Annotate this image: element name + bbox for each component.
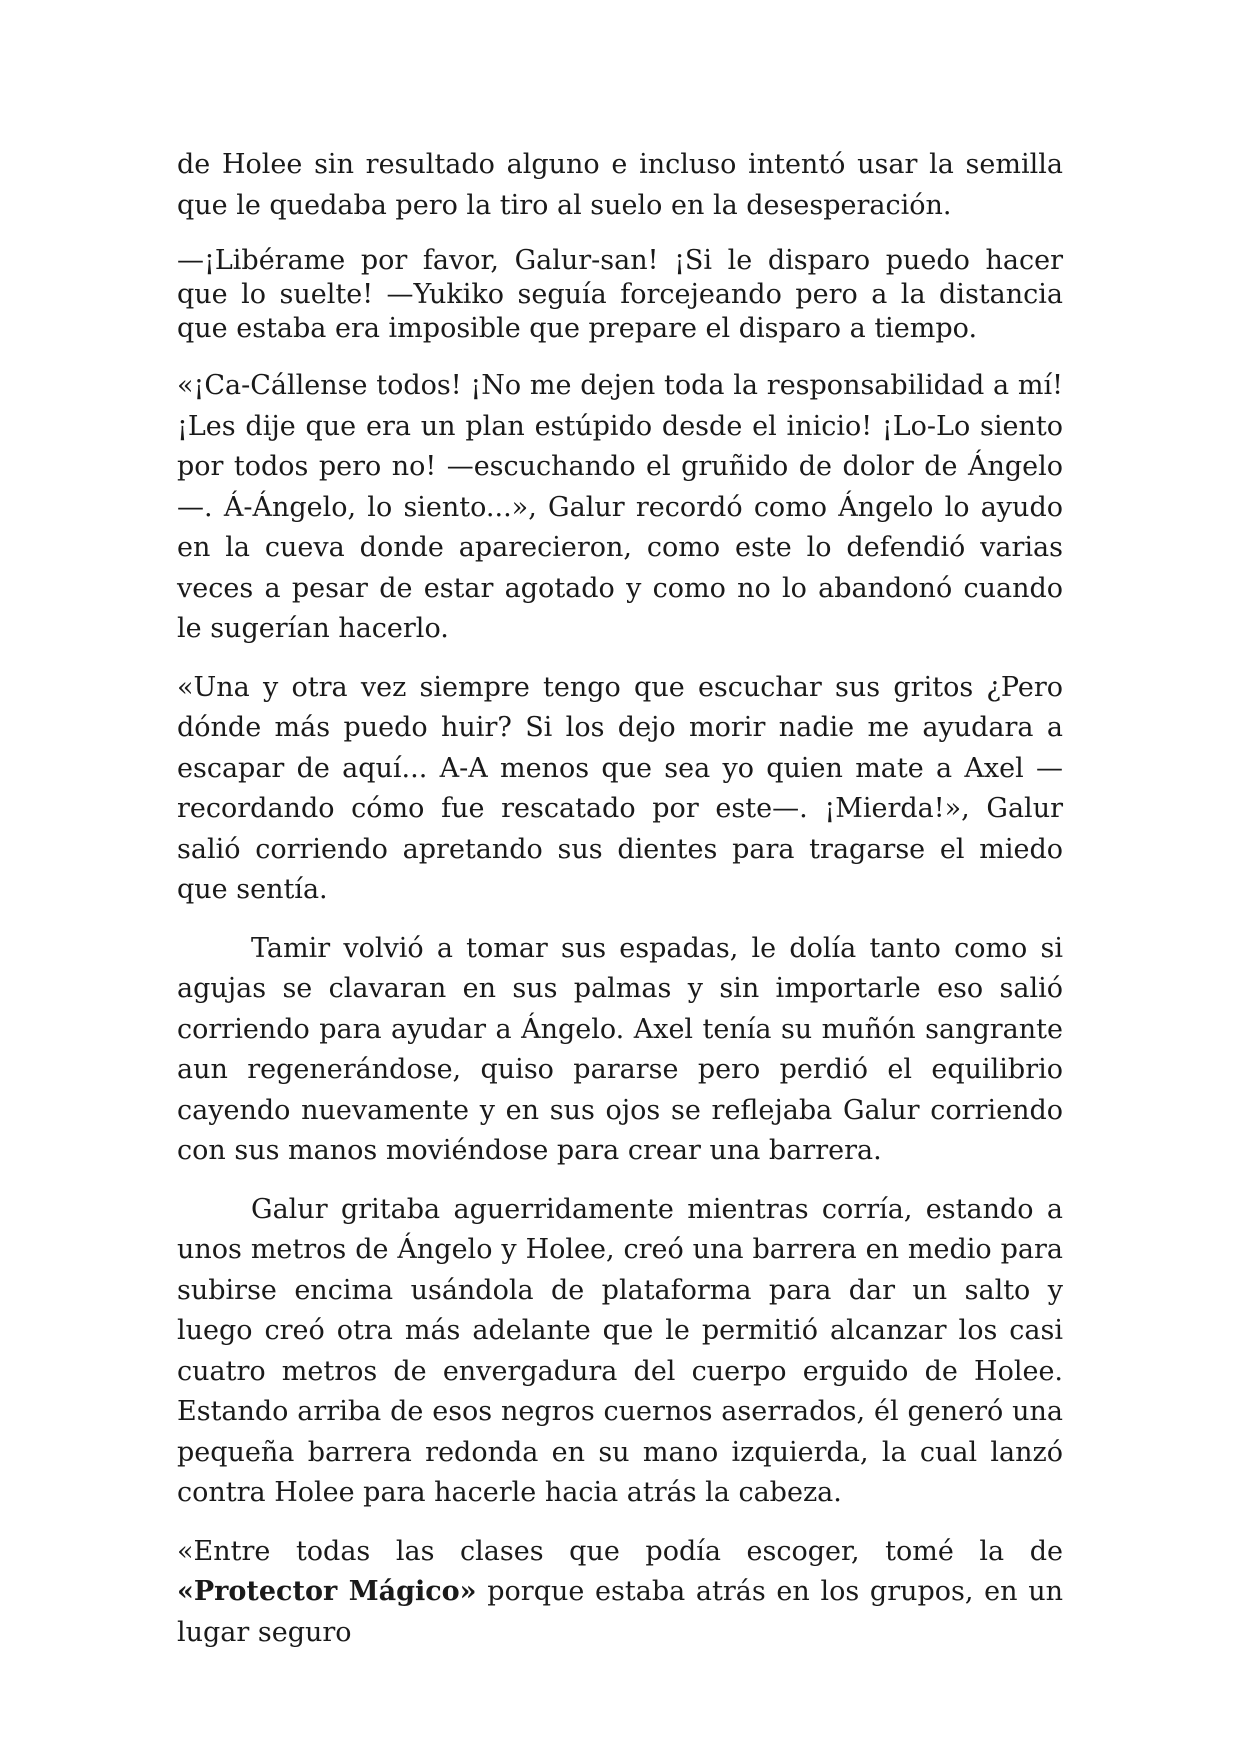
class-name-bold: «Protector Mágico» bbox=[177, 1576, 477, 1607]
paragraph-7-text-end: porque estaba atrás en los grupos, en un lugar seguro bbox=[177, 1576, 1063, 1648]
document-page bbox=[177, 145, 1063, 1671]
paragraph-6: Galur gritaba aguerridamente mientras corría, estando a unos metros de Ángelo y Holee, creó una barrera en medio para subirse encima usándola de plataforma para dar un salto y luego creó otra más adelante que le permitió alcanzar los casi cuatro metros de envergadura del cuerpo erguido de Holee. Estando arriba de esos negros cuernos aserrados, él generó una pequeña barrera redonda en su mano izquierda, la cual lanzó contra Holee para hacerle hacia atrás la cabeza. bbox=[177, 1193, 1063, 1508]
paragraph-7-text-start: «Entre todas las clases que podía escoger, tomé la de bbox=[177, 1535, 1063, 1567]
paragraph-4: «Una y otra vez siempre tengo que escuchar sus gritos ¿Pero dónde más puedo huir? Si los dejo morir nadie me ayudara a escapar de aquí... A-A menos que sea yo quien mate a Axel —recordando cómo fue rescatado por este—. ¡Mierda!», Galur salió corriendo apretando sus dientes para tragarse el miedo que sentía. bbox=[177, 671, 1063, 905]
paragraph-5: Tamir volvió a tomar sus espadas, le dolía tanto como si agujas se clavaran en sus palmas y sin importarle eso salió corriendo para ayudar a Ángelo. Axel tenía su muñón sangrante aun regenerándose, quiso pararse pero perdió el equilibrio cayendo nuevamente y en sus ojos se reflejaba Galur corriendo con sus manos moviéndose para crear una barrera. bbox=[177, 932, 1063, 1166]
paragraph-2: —¡Libérame por favor, Galur-san! ¡Si le disparo puedo hacer que lo suelte! —Yukiko seguía forcejeando pero a la distancia que estaba era imposible que prepare el disparo a tiempo. bbox=[177, 245, 1063, 344]
paragraph-3: «¡Ca-Cállense todos! ¡No me dejen toda la responsabilidad a mí! ¡Les dije que era un plan estúpido desde el inicio! ¡Lo-Lo siento por todos pero no! —escuchando el gruñido de dolor de Ángelo—. Á-Ángelo, lo siento...», Galur recordó como Ángelo lo ayudo en la cueva donde aparecieron, como este lo defendió varias veces a pesar de estar agotado y como no lo abandonó cuando le sugerían hacerlo. bbox=[177, 370, 1063, 644]
paragraph-7 bbox=[177, 1532, 1063, 1654]
paragraph-1: de Holee sin resultado alguno e incluso intentó usar la semilla que le quedaba pero la tiro al suelo en la desesperación. bbox=[177, 149, 1063, 221]
